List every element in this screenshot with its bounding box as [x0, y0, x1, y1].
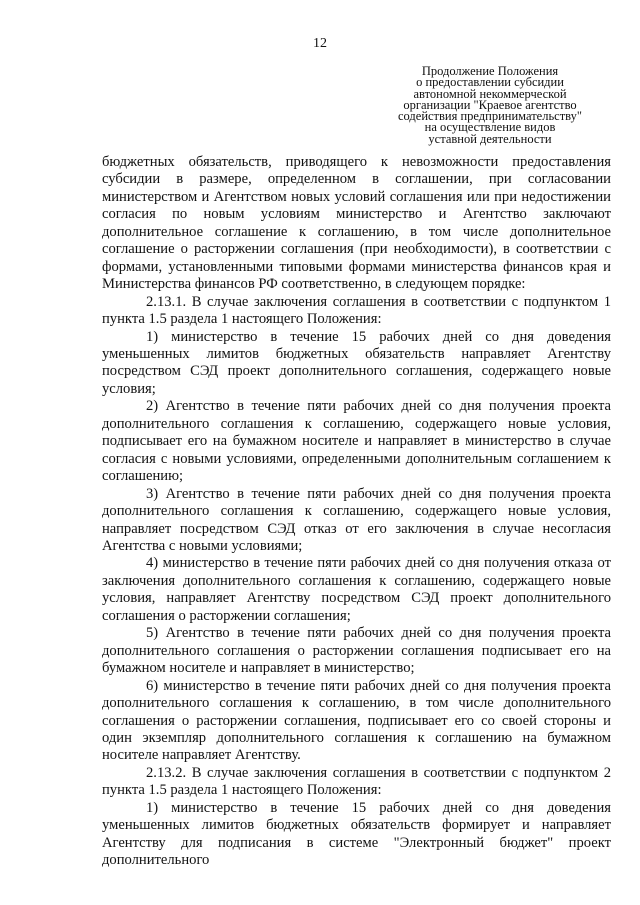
header-line: организации "Краевое агентство: [403, 97, 577, 112]
list-item-4: 4) министерство в течение пяти рабочих дней со дня получения отказа от заключения дополнительного соглашения к соглашению, содержащего новые условия, направляет Агентству посредством СЭД проект дополнительного соглашения о расторжении соглашения;: [102, 555, 611, 624]
paragraph-2-13-2: 2.13.2. В случае заключения соглашения в соответствии с подпунктом 2 пункта 1.5 раздела 1 настоящего Положения:: [102, 764, 611, 799]
list-item-1: 1) министерство в течение 15 рабочих дней со дня доведения уменьшенных лимитов бюджетных обязательств формирует и направляет Агентству для подписания в системе "Электронный бюджет" проект дополнительного: [102, 799, 611, 869]
paragraph-2-13-1: 2.13.1. В случае заключения соглашения в соответствии с подпунктом 1 пункта 1.5 раздела 1 настоящего Положения:: [102, 293, 611, 328]
list-item-1: 1) министерство в течение 15 рабочих дней со дня доведения уменьшенных лимитов бюджетных обязательств направляет Агентству посредством СЭД проект дополнительного соглашения, содержащего новые условия;: [102, 328, 611, 397]
page-number: 12: [313, 36, 327, 51]
document-body: [102, 154, 611, 870]
list-item-3: 3) Агентство в течение пяти рабочих дней со дня получения проекта дополнительного соглашения к соглашению, содержащего новые условия, направляет посредством СЭД отказ от его заключения в случае несогласия Агентства с новыми условиями;: [102, 485, 611, 554]
header-line: содействия предпринимательству": [397, 109, 583, 124]
header-line: о предоставлении субсидии: [416, 75, 564, 90]
header-line: автономной некоммерческой: [413, 86, 567, 101]
list-item-2: 2) Агентство в течение пяти рабочих дней со дня получения проекта дополнительного соглашения к соглашению, содержащего новые условия, подписывает его на бумажном носителе и направляет в министерство в случае согласия с новыми условиями, определенными дополнительным соглашением к соглашению;: [102, 398, 611, 485]
header-line: Продолжение Положения: [421, 64, 559, 78]
list-item-5: 5) Агентство в течение пяти рабочих дней со дня получения проекта дополнительного соглашения о расторжении соглашения подписывает его на бумажном носителе и направляет в министерство;: [102, 625, 611, 677]
header-line: уставной деятельности: [428, 131, 552, 146]
document-header: [380, 66, 600, 145]
list-item-6: 6) министерство в течение пяти рабочих дней со дня получения проекта дополнительного соглашения к соглашению, в том числе дополнительного соглашения о расторжении соглашения, подписывает его со своей стороны и один экземпляр дополнительного соглашения к соглашению на бумажном носителе направляет Агентству.: [102, 677, 611, 764]
paragraph-continuation: бюджетных обязательств, приводящего к невозможности предоставления субсидии в размере, определенном в соглашении, при согласовании министерством и Агентством новых условий соглашения или при недостижении согласия по новым условиям министерство и Агентство заключают дополнительное соглашение к соглашению, в том числе дополнительное соглашение о расторжении соглашения (при необходимости), в соответствии с формами, установленными типовыми формами министерства финансов края и Министерства финансов РФ соответственно, в следующем порядке:: [102, 154, 611, 293]
header-line: на осуществление видов: [424, 120, 556, 135]
